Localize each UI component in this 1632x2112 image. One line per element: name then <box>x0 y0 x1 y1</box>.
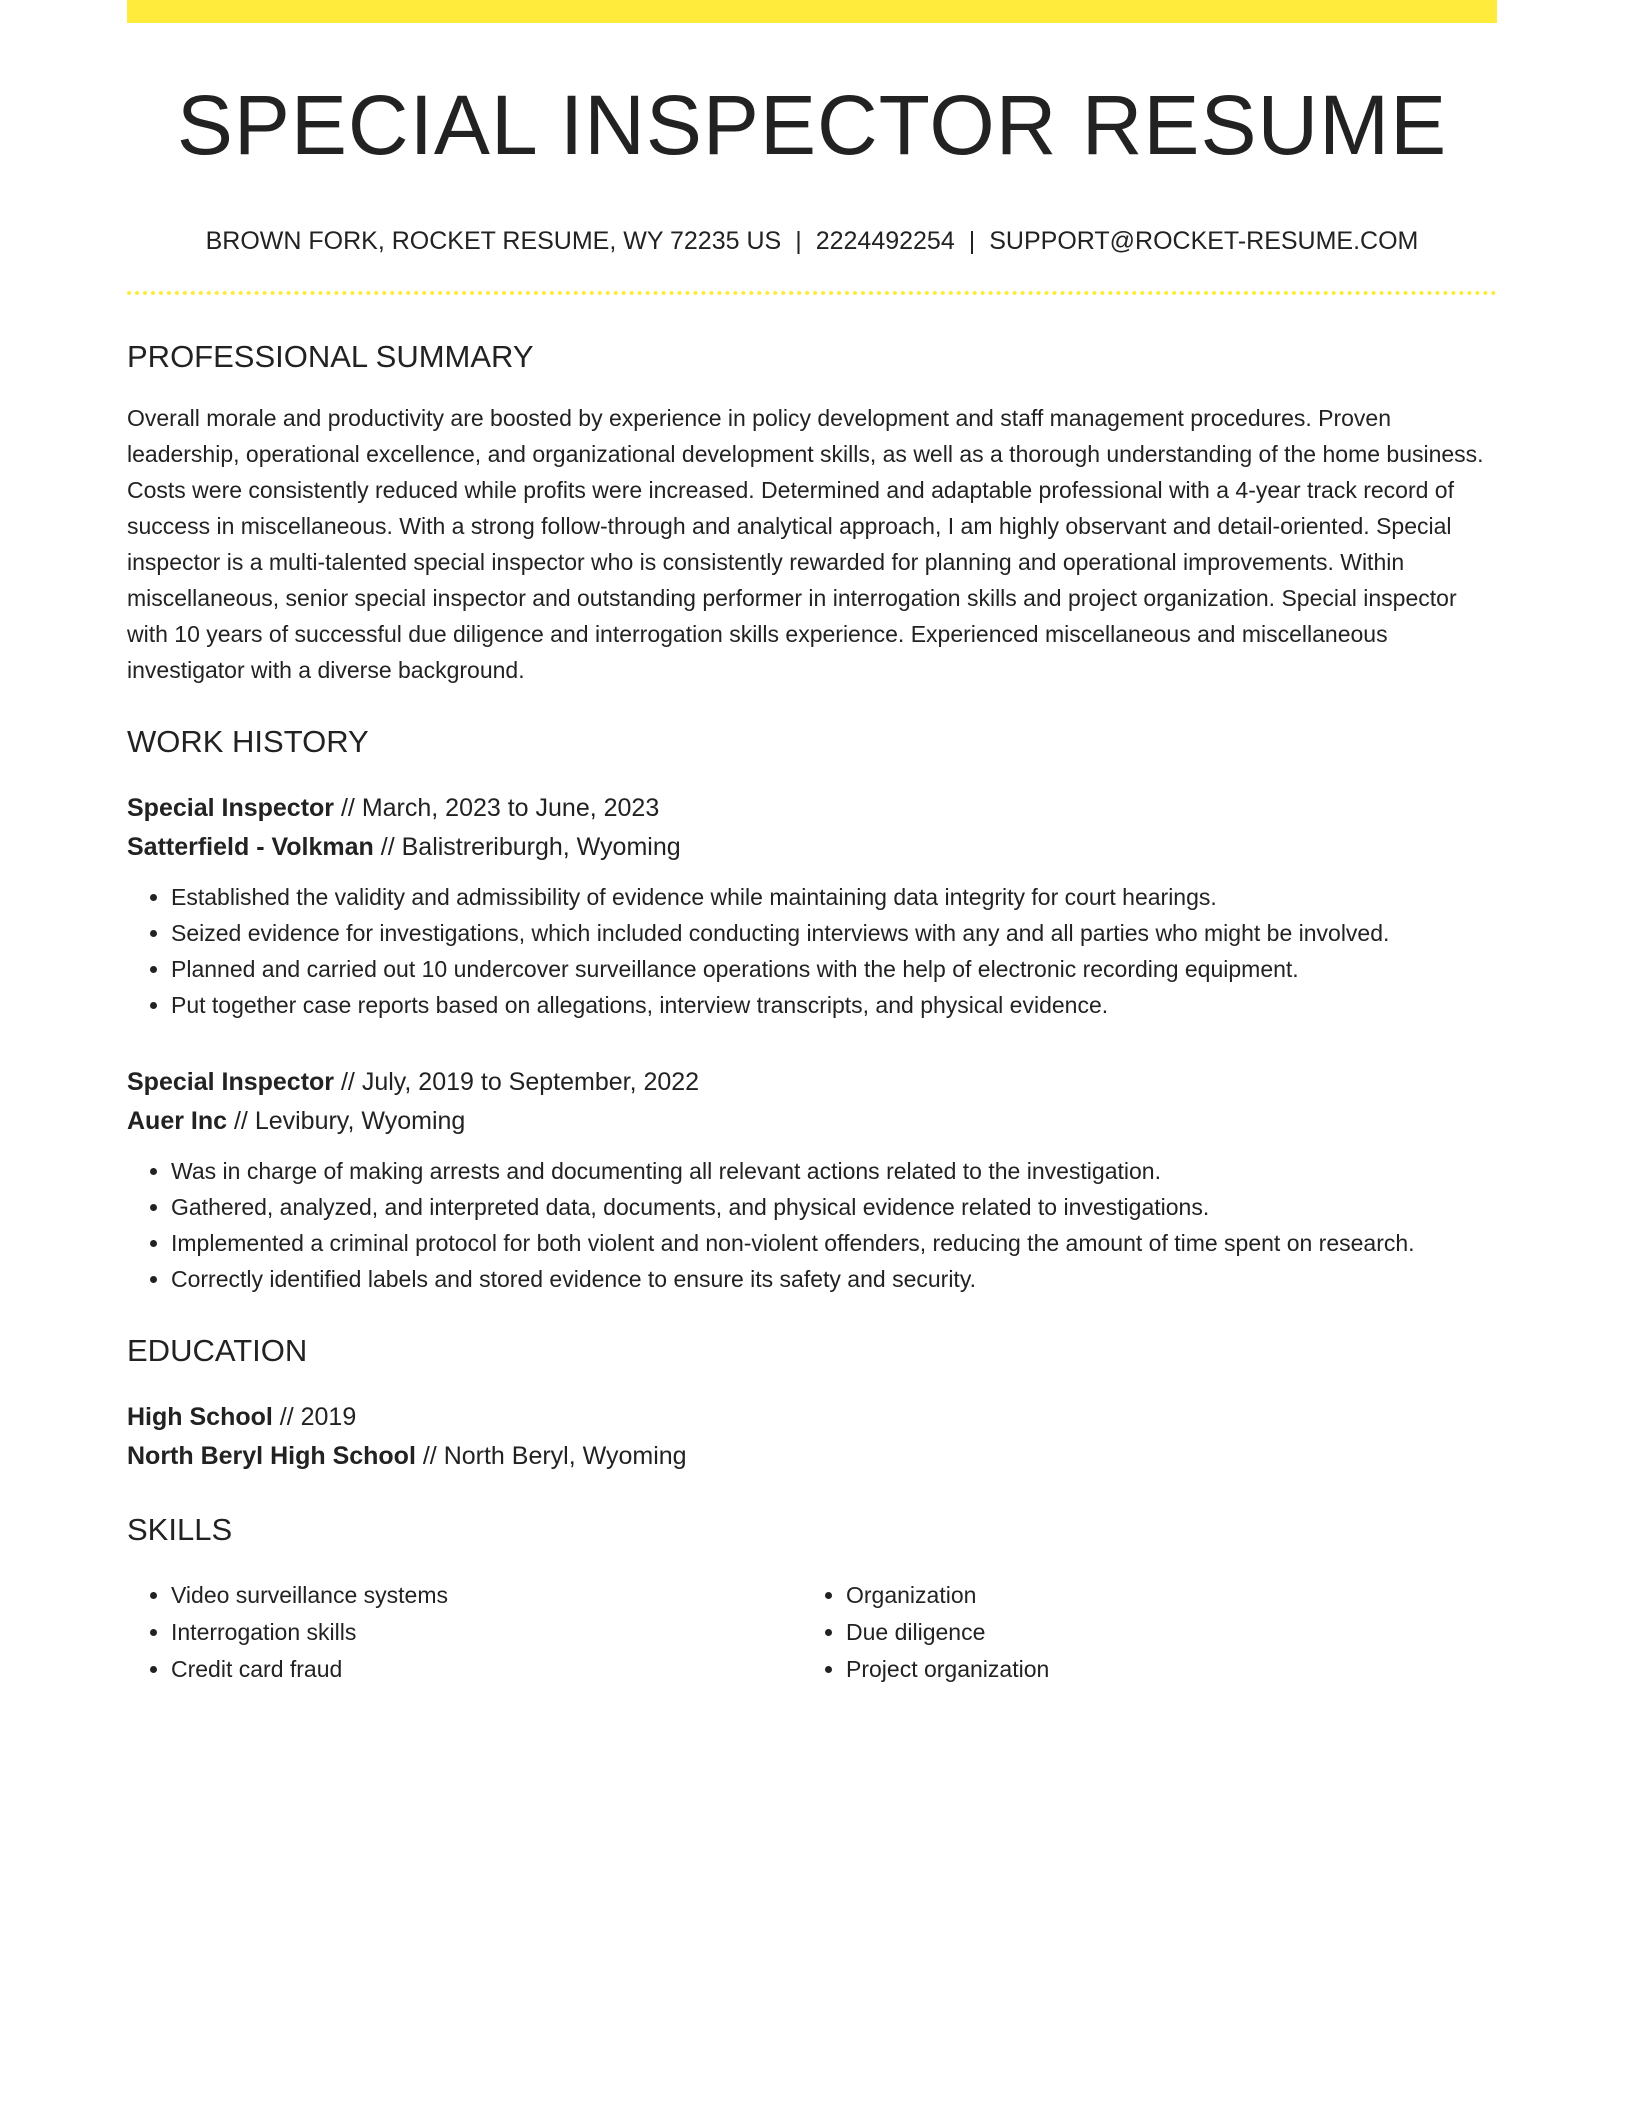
job-bullets <box>127 879 1497 1023</box>
contact-line <box>127 229 1497 254</box>
contact-email: SUPPORT@ROCKET-RESUME.COM <box>989 227 1419 255</box>
resume-title: SPECIAL INSPECTOR RESUME <box>176 78 1448 172</box>
work-history-heading: WORK HISTORY <box>127 724 369 759</box>
education-degree-line <box>127 1398 1497 1437</box>
job-bullet: • Implemented a criminal protocol for both violent and non-violent offenders, reducing the amount of time spent on research. <box>171 1225 1497 1261</box>
job-company-line <box>127 828 1497 867</box>
job-entry <box>127 1063 1497 1297</box>
contact-separator: | <box>968 227 976 255</box>
skill-item: • Organization <box>846 1577 1477 1614</box>
job-bullet: • Established the validity and admissibility of evidence while maintaining data integrity for court hearings. <box>171 879 1497 915</box>
job-company-line <box>127 1102 1497 1141</box>
skills-heading: SKILLS <box>127 1512 233 1547</box>
job-company: Auer Inc <box>127 1107 228 1135</box>
job-title: Special Inspector <box>127 1068 335 1096</box>
job-bullet: • Put together case reports based on allegations, interview transcripts, and physical evidence. <box>171 987 1497 1023</box>
education-year: // 2019 <box>272 1403 357 1431</box>
job-title: Special Inspector <box>127 794 335 822</box>
skill-item: • Interrogation skills <box>171 1614 802 1651</box>
summary-text: Overall morale and productivity are boosted by experience in policy development and staff management procedures. Proven leadership, operational excellence, and organizational development skills, as well as a thorough understanding of the home business. Costs were consistently reduced while profits were increased. Determined and adaptable professional with a 4-year track record of success in miscellaneous. With a strong follow-through and analytical approach, I am highly observant and detail-oriented. Special inspector is a multi-talented special inspector who is consistently rewarded for planning and operational improvements. Within miscellaneous, senior special inspector and outstanding performer in interrogation skills and project organization. Special inspector with 10 years of successful due diligence and interrogation skills experience. Experienced miscellaneous and miscellaneous investigator with a diverse background. <box>127 405 1484 683</box>
education-degree: High School <box>127 1403 273 1431</box>
resume-page <box>127 0 1497 1688</box>
job-bullet: • Seized evidence for investigations, which included conducting interviews with any and all parties who might be involved. <box>171 915 1497 951</box>
job-dates: // March, 2023 to June, 2023 <box>334 794 660 822</box>
skills-column-right <box>802 1577 1477 1688</box>
skills-column-left <box>127 1577 802 1688</box>
education-school: North Beryl High School <box>127 1442 416 1470</box>
skill-item: • Video surveillance systems <box>171 1577 802 1614</box>
job-bullet: • Planned and carried out 10 undercover surveillance operations with the help of electronic recording equipment. <box>171 951 1497 987</box>
accent-top-bar <box>127 0 1497 23</box>
education-school-line <box>127 1437 1497 1476</box>
skill-item: • Project organization <box>846 1651 1477 1688</box>
job-entry <box>127 789 1497 1023</box>
skills-grid <box>127 1577 1497 1688</box>
contact-phone: 2224492254 <box>815 227 955 255</box>
job-bullets <box>127 1153 1497 1297</box>
job-dates: // July, 2019 to September, 2022 <box>334 1068 700 1096</box>
job-bullet: • Correctly identified labels and stored evidence to ensure its safety and security. <box>171 1261 1497 1297</box>
job-company: Satterfield - Volkman <box>127 833 374 861</box>
job-bullet: • Gathered, analyzed, and interpreted data, documents, and physical evidence related to investigations. <box>171 1189 1497 1225</box>
education-entry <box>127 1398 1497 1476</box>
skill-item: • Credit card fraud <box>171 1651 802 1688</box>
job-title-line <box>127 1063 1497 1102</box>
job-location: // Balistreriburgh, Wyoming <box>373 833 681 861</box>
education-location: // North Beryl, Wyoming <box>415 1442 687 1470</box>
summary-heading: PROFESSIONAL SUMMARY <box>127 339 534 374</box>
education-heading: EDUCATION <box>127 1333 308 1368</box>
job-bullet: • Was in charge of making arrests and documenting all relevant actions related to the investigation. <box>171 1153 1497 1189</box>
dotted-divider <box>127 291 1497 295</box>
contact-separator: | <box>795 227 802 255</box>
job-location: // Levibury, Wyoming <box>227 1107 466 1135</box>
skill-item: • Due diligence <box>846 1614 1477 1651</box>
job-title-line <box>127 789 1497 828</box>
contact-address: BROWN FORK, ROCKET RESUME, WY 72235 US <box>205 227 782 255</box>
